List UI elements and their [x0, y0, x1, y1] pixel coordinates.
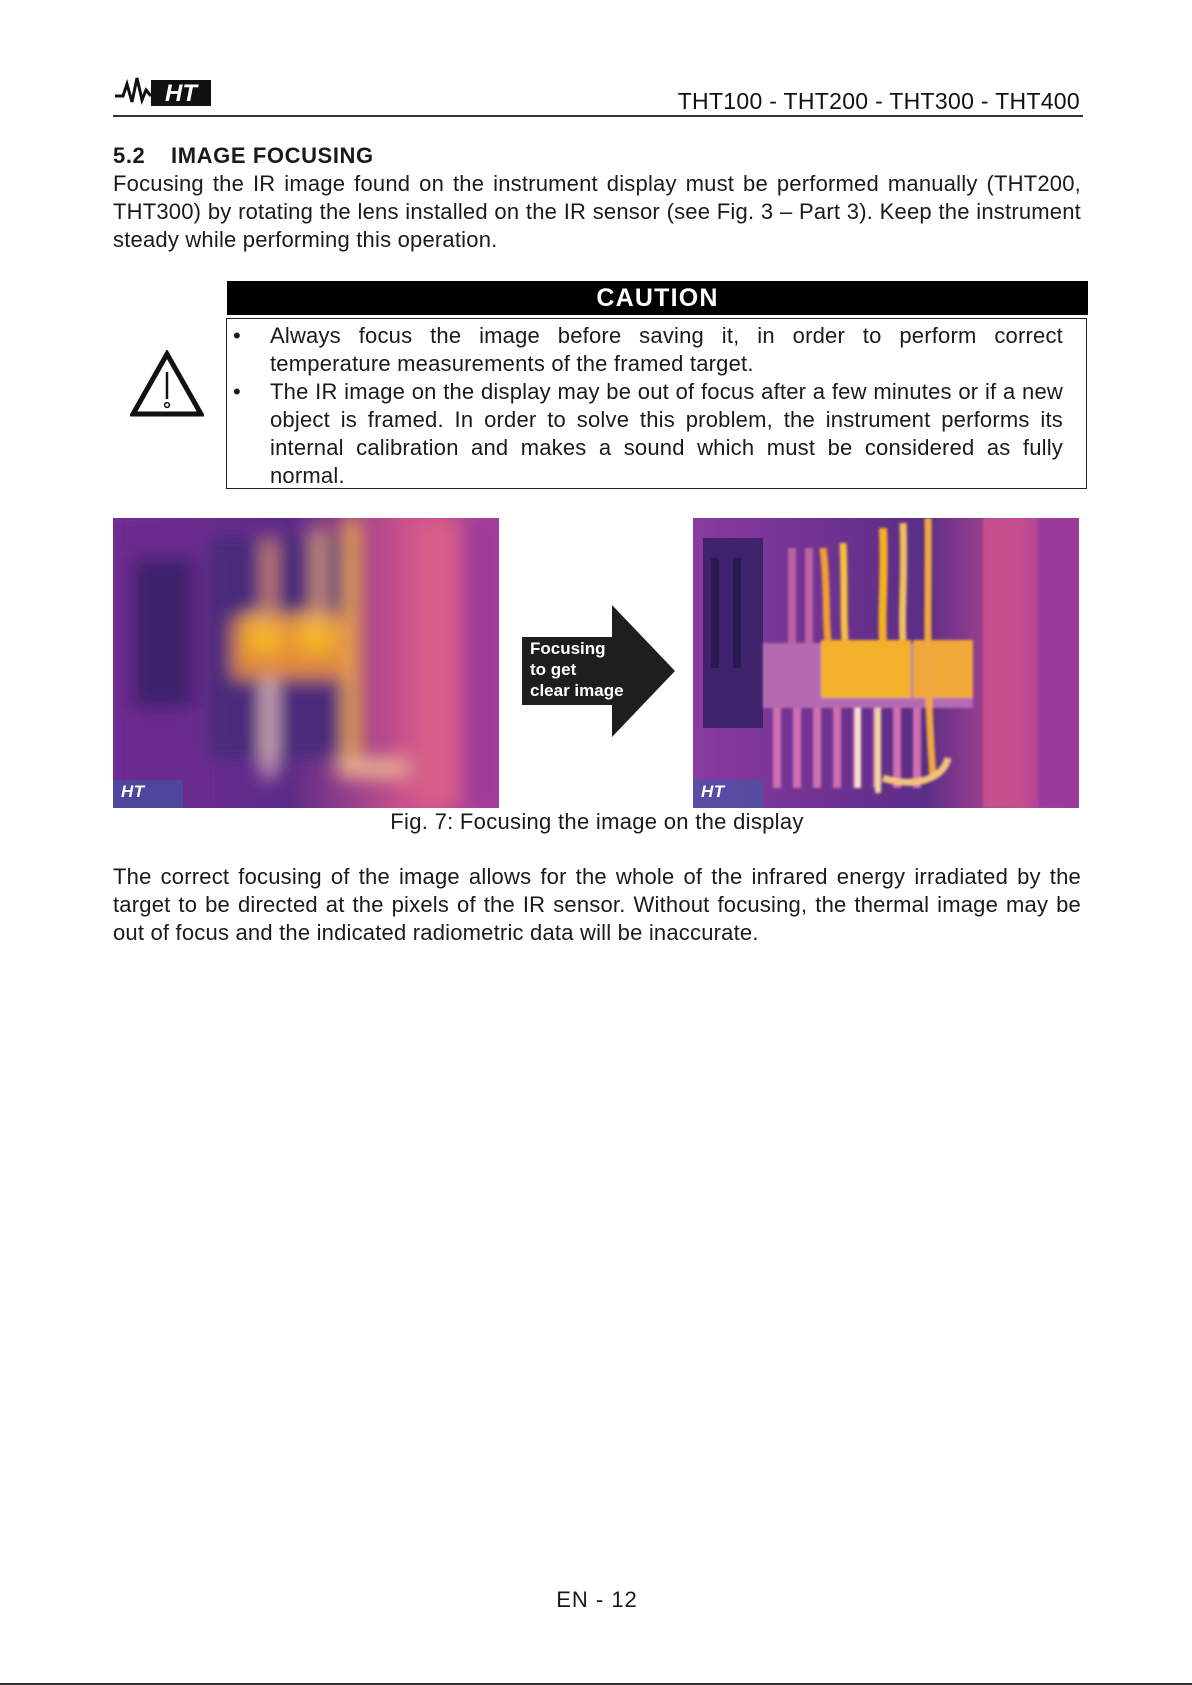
arrow-label: Focusing to get clear image — [530, 639, 624, 700]
caution-item: • Always focus the image before saving it, in order to perform correct temperature measurements of the framed target. — [233, 323, 1063, 376]
image-logo: HT — [701, 782, 725, 801]
ht-logo — [113, 70, 215, 110]
caution-item: • The IR image on the display may be out of focus after a few minutes or if a new object is framed. In order to solve this problem, the instrument performs its internal calibration and makes a sound which must be considered as fully normal. — [233, 379, 1063, 488]
logo-text: HT — [165, 80, 197, 107]
bullet-icon: • — [233, 323, 241, 348]
caution-list — [233, 322, 1063, 490]
section-heading — [113, 143, 374, 169]
page-number: EN - 12 — [556, 1587, 638, 1612]
image-logo: HT — [121, 782, 145, 801]
footer-rule — [0, 1683, 1192, 1685]
model-line: THT100 - THT200 - THT300 - THT400 — [677, 88, 1080, 114]
figure-caption: Fig. 7: Focusing the image on the display — [390, 809, 804, 834]
thermal-image-unfocused — [113, 518, 499, 808]
thermal-image-focused — [693, 518, 1079, 808]
header-rule — [113, 115, 1083, 117]
section-number: 5.2 — [113, 143, 146, 168]
caution-banner: CAUTION — [227, 281, 1088, 315]
intro-paragraph: Focusing the IR image found on the instrument display must be performed manually (THT200, THT300) by rotating the lens installed on the IR sensor (see Fig. 3 – Part 3). Keep the instrument steady while performing this operation. — [113, 171, 1081, 252]
bullet-icon: • — [233, 379, 241, 404]
section-title: IMAGE FOCUSING — [171, 143, 374, 168]
outro-paragraph: The correct focusing of the image allows for the whole of the infrared energy irradiated by the target to be directed at the pixels of the IR sensor. Without focusing, the thermal image may be out of focus and the indicated radiometric data will be inaccurate. — [113, 864, 1081, 945]
warning-triangle-icon — [130, 350, 204, 418]
